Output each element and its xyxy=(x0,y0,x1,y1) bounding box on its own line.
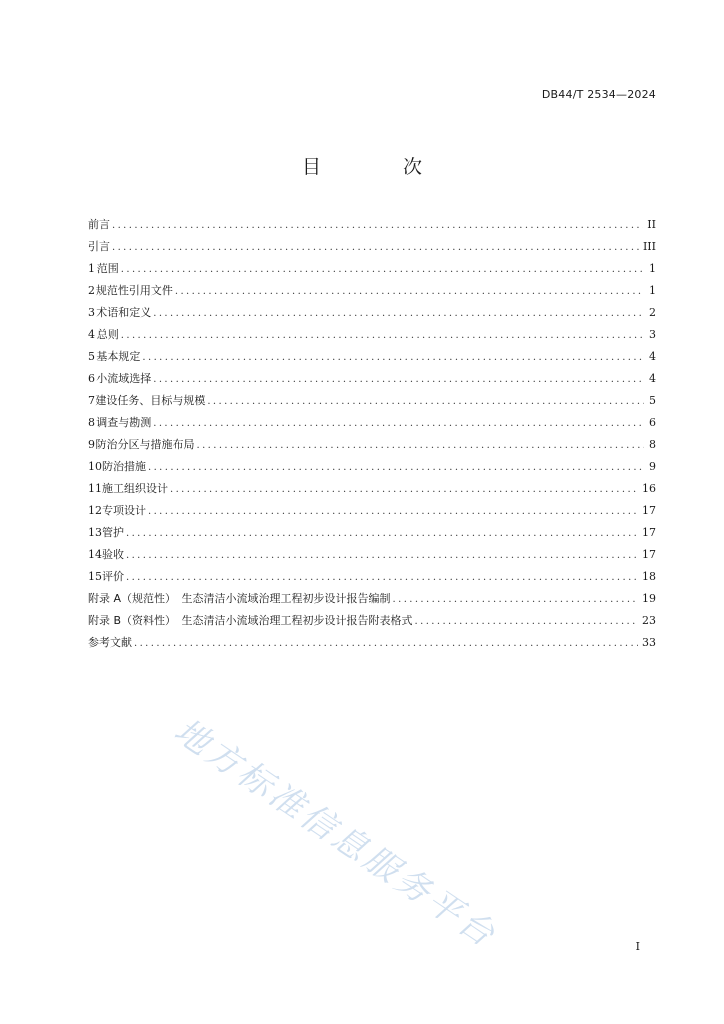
document-code: DB44/T 2534—2024 xyxy=(541,88,656,101)
toc-entry-page: 16 xyxy=(642,482,656,495)
toc-entry-1[interactable] xyxy=(88,258,656,280)
toc-entry-page: 23 xyxy=(642,614,656,627)
toc-entry-label: 防治分区与措施布局 xyxy=(95,438,195,451)
toc-entry-label: 术语和定义 xyxy=(96,306,152,319)
toc-entry-8[interactable] xyxy=(88,412,656,434)
toc-leader-dots xyxy=(153,369,644,391)
toc-leader-dots xyxy=(207,391,644,413)
toc-entry-page: 2 xyxy=(649,306,656,319)
toc-entry-page: 6 xyxy=(649,416,656,429)
toc-entry-appendix-b[interactable] xyxy=(88,610,656,632)
toc-entry-label: 施工组织设计 xyxy=(102,482,168,495)
toc-entry-4[interactable] xyxy=(88,324,656,346)
toc-entry-15[interactable] xyxy=(88,566,656,588)
toc-entry-label: 附录 B（资料性） 生态清洁小流域治理工程初步设计报告附表格式 xyxy=(88,614,413,627)
toc-entry-page: 4 xyxy=(649,372,656,385)
toc-entry-number: 2 xyxy=(88,284,95,297)
toc-entry-page: 1 xyxy=(649,284,656,297)
toc-entry-page: II xyxy=(647,218,656,231)
toc-entry-13[interactable] xyxy=(88,522,656,544)
toc-entry-page: 9 xyxy=(649,460,656,473)
toc-entry-5[interactable] xyxy=(88,346,656,368)
toc-entry-page: 18 xyxy=(642,570,656,583)
toc-entry-label: 范围 xyxy=(96,262,119,275)
toc-entry-label: 规范性引用文件 xyxy=(95,284,173,297)
toc-entry-page: 1 xyxy=(649,262,656,275)
toc-entry-9[interactable] xyxy=(88,434,656,456)
toc-entry-number: 10 xyxy=(88,460,102,473)
toc-entry-page: 17 xyxy=(642,526,656,539)
toc-entry-page: III xyxy=(642,240,656,253)
toc-leader-dots xyxy=(121,259,644,281)
toc-entry-number: 7 xyxy=(88,394,95,407)
toc-leader-dots xyxy=(153,303,644,325)
toc-entry-number: 12 xyxy=(88,504,102,517)
toc-entry-label: 评价 xyxy=(102,570,124,583)
toc-leader-dots xyxy=(134,633,638,655)
toc-entry-number: 5 xyxy=(88,350,95,363)
watermark: 地方标准信息服务平台 xyxy=(166,710,505,957)
toc-leader-dots xyxy=(148,501,638,523)
toc-entry-3[interactable] xyxy=(88,302,656,324)
toc-leader-dots xyxy=(415,611,638,633)
toc-entry-foreword[interactable] xyxy=(88,214,656,236)
toc-entry-appendix-a[interactable] xyxy=(88,588,656,610)
toc-entry-14[interactable] xyxy=(88,544,656,566)
toc-entry-11[interactable] xyxy=(88,478,656,500)
toc-entry-number: 6 xyxy=(88,372,95,385)
toc-leader-dots xyxy=(126,545,638,567)
toc-entry-label: 前言 xyxy=(88,218,110,231)
toc-leader-dots xyxy=(153,413,644,435)
toc-entry-6[interactable] xyxy=(88,368,656,390)
toc-entry-page: 19 xyxy=(642,592,656,605)
toc-leader-dots xyxy=(170,479,638,501)
toc-entry-label: 防治措施 xyxy=(102,460,146,473)
toc-entry-label: 建设任务、目标与规模 xyxy=(95,394,206,407)
toc-entry-number: 9 xyxy=(88,438,95,451)
toc-entry-label: 调查与勘测 xyxy=(96,416,152,429)
toc-entry-label: 总则 xyxy=(96,328,119,341)
toc-entry-number: 1 xyxy=(88,262,95,275)
toc-entry-introduction[interactable] xyxy=(88,236,656,258)
toc-entry-label: 引言 xyxy=(88,240,110,253)
toc-entry-references[interactable] xyxy=(88,632,656,654)
toc-entry-page: 3 xyxy=(649,328,656,341)
toc-leader-dots xyxy=(175,281,644,303)
toc-entry-2[interactable] xyxy=(88,280,656,302)
toc-entry-label: 管护 xyxy=(102,526,124,539)
toc-leader-dots xyxy=(197,435,644,457)
toc-entry-number: 13 xyxy=(88,526,102,539)
toc-entry-number: 15 xyxy=(88,570,102,583)
toc-entry-label: 验收 xyxy=(102,548,124,561)
toc-entry-page: 4 xyxy=(649,350,656,363)
toc-leader-dots xyxy=(126,523,638,545)
toc-entry-10[interactable] xyxy=(88,456,656,478)
toc-entry-page: 8 xyxy=(649,438,656,451)
toc-entry-page: 17 xyxy=(642,504,656,517)
toc-entry-number: 8 xyxy=(88,416,95,429)
toc-leader-dots xyxy=(121,325,644,347)
toc-leader-dots xyxy=(112,215,643,237)
toc-entry-label: 附录 A（规范性） 生态清洁小流域治理工程初步设计报告编制 xyxy=(88,592,391,605)
toc-entry-label: 小流域选择 xyxy=(96,372,152,385)
toc-title: 目 次 xyxy=(301,156,461,178)
toc-entry-page: 17 xyxy=(642,548,656,561)
toc-leader-dots xyxy=(126,567,638,589)
toc-entry-number: 3 xyxy=(88,306,95,319)
toc-entry-7[interactable] xyxy=(88,390,656,412)
toc-entry-12[interactable] xyxy=(88,500,656,522)
toc-entry-label: 参考文献 xyxy=(88,636,132,649)
toc-leader-dots xyxy=(148,457,644,479)
toc-leader-dots xyxy=(112,237,639,259)
toc-leader-dots xyxy=(142,347,644,369)
toc-entry-label: 基本规定 xyxy=(96,350,141,363)
page-number: I xyxy=(635,940,640,953)
toc-entry-page: 33 xyxy=(642,636,656,649)
toc-entry-page: 5 xyxy=(649,394,656,407)
toc-entry-number: 11 xyxy=(88,482,102,495)
table-of-contents xyxy=(88,214,656,654)
toc-entry-label: 专项设计 xyxy=(102,504,146,517)
toc-entry-number: 14 xyxy=(88,548,102,561)
toc-entry-number: 4 xyxy=(88,328,95,341)
toc-leader-dots xyxy=(393,589,638,611)
